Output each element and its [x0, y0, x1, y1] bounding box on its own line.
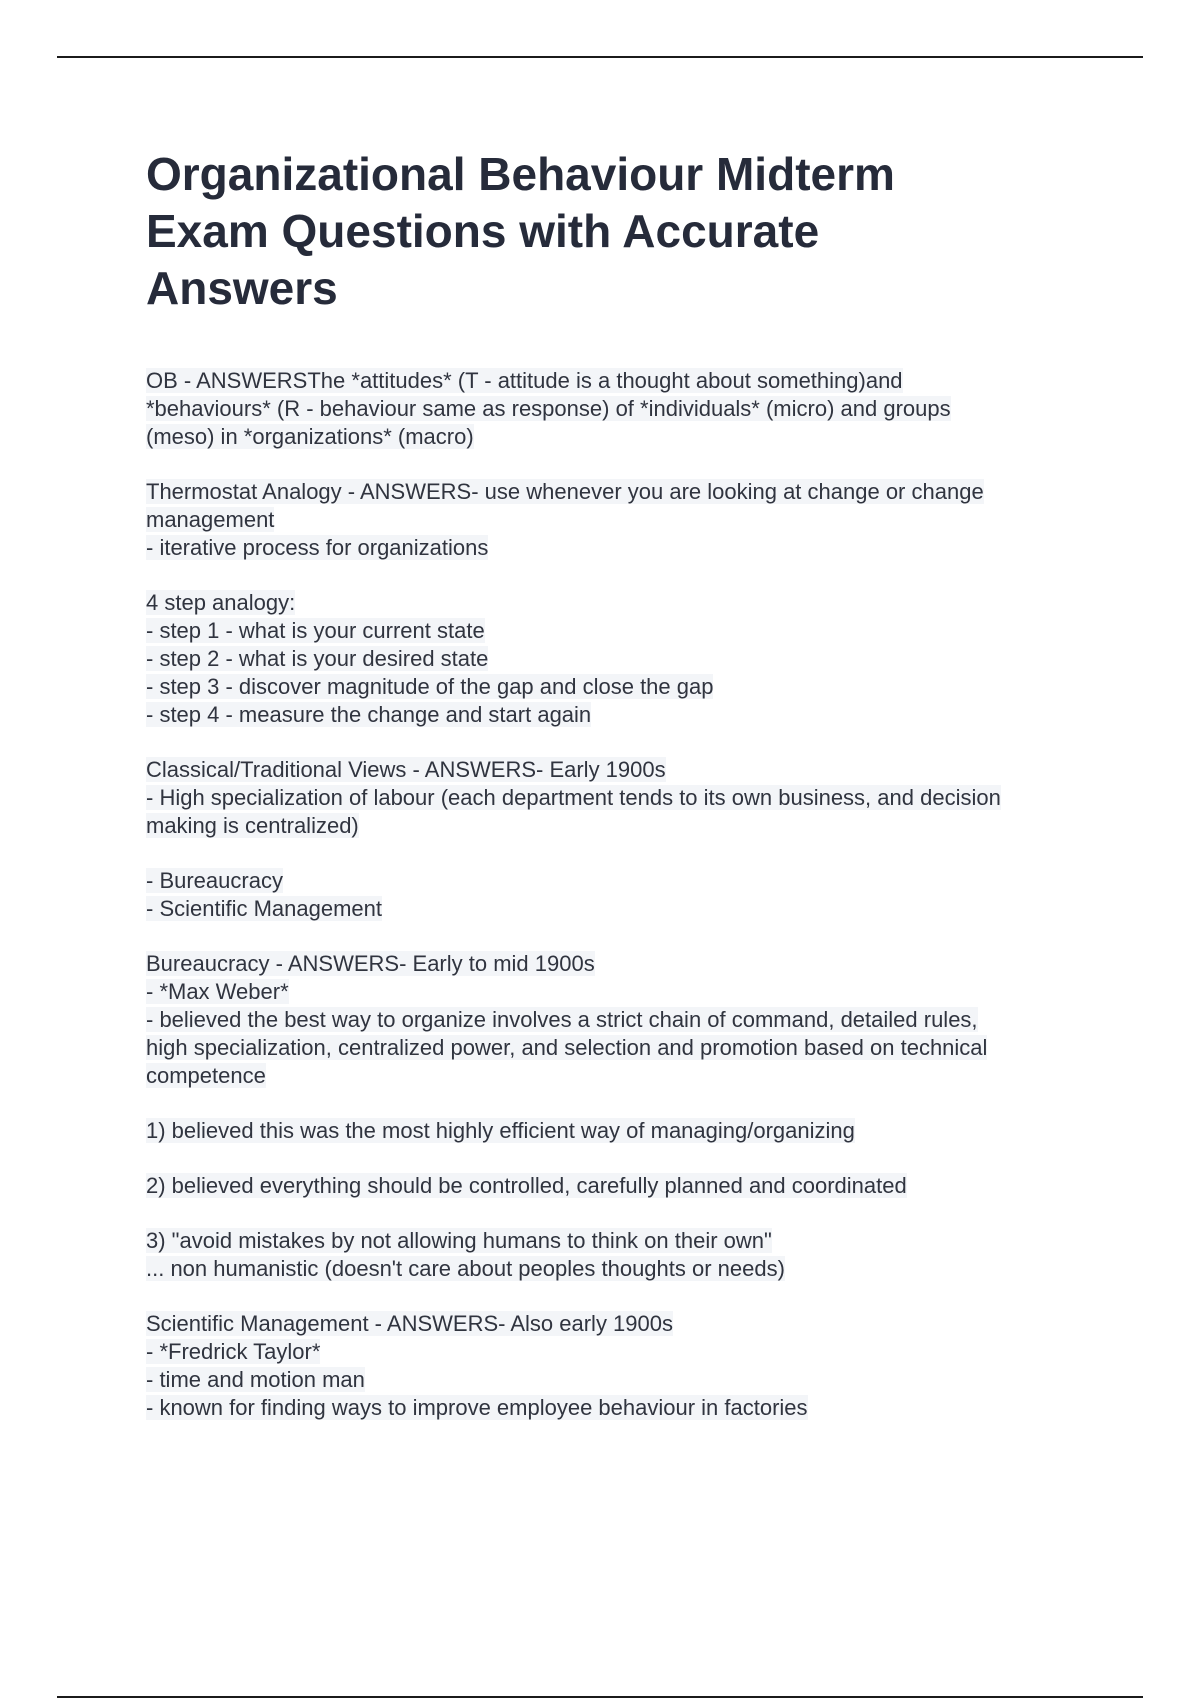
text-line: high specialization, centralized power, and selection and promotion based on technical — [146, 1035, 988, 1060]
text-line: (meso) in *organizations* (macro) — [146, 424, 474, 449]
text-line: - iterative process for organizations — [146, 535, 489, 560]
document-title — [146, 146, 1066, 317]
text-line: Thermostat Analogy - ANSWERS- use whenever you are looking at change or change — [146, 479, 984, 504]
list-item: - step 3 - discover magnitude of the gap and close the gap — [146, 674, 714, 699]
list-item: - Bureaucracy — [146, 868, 283, 893]
step-analogy-list — [146, 589, 1096, 729]
numbered-point-3 — [146, 1227, 1096, 1283]
text-line: management — [146, 507, 275, 532]
document-body — [146, 367, 1096, 1449]
qa-classical-views — [146, 756, 1096, 840]
text-line: 3) "avoid mistakes by not allowing humans to think on their own" — [146, 1228, 772, 1253]
qa-scientific-management — [146, 1310, 1096, 1422]
text-line: OB - ANSWERSThe *attitudes* (T - attitude is a thought about something)and — [146, 368, 903, 393]
text-line: - time and motion man — [146, 1367, 365, 1392]
text-line: *behaviours* (R - behaviour same as response) of *individuals* (micro) and groups — [146, 396, 951, 421]
text-line: - *Fredrick Taylor* — [146, 1339, 321, 1364]
text-line: Classical/Traditional Views - ANSWERS- Early 1900s — [146, 757, 666, 782]
list-item: - step 4 - measure the change and start again — [146, 702, 592, 727]
bottom-divider — [57, 1696, 1143, 1698]
title-line: Answers — [146, 262, 338, 314]
text-line: making is centralized) — [146, 813, 359, 838]
text-line: 4 step analogy: — [146, 590, 296, 615]
list-item: - Scientific Management — [146, 896, 382, 921]
qa-definition-ob — [146, 367, 1096, 451]
text-line: - believed the best way to organize involves a strict chain of command, detailed rules, — [146, 1007, 978, 1032]
text-line: Scientific Management - ANSWERS- Also early 1900s — [146, 1311, 674, 1336]
text-line: - known for finding ways to improve employee behaviour in factories — [146, 1395, 808, 1420]
title-line: Organizational Behaviour Midterm — [146, 148, 895, 200]
text-line: 1) believed this was the most highly efficient way of managing/organizing — [146, 1118, 855, 1143]
list-item: - step 2 - what is your desired state — [146, 646, 489, 671]
numbered-point-1 — [146, 1117, 1096, 1145]
text-line: - High specialization of labour (each department tends to its own business, and decision — [146, 785, 1001, 810]
list-item: - step 1 - what is your current state — [146, 618, 485, 643]
text-line: ... non humanistic (doesn't care about peoples thoughts or needs) — [146, 1256, 785, 1281]
text-line: - *Max Weber* — [146, 979, 289, 1004]
numbered-point-2 — [146, 1172, 1096, 1200]
text-line: Bureaucracy - ANSWERS- Early to mid 1900s — [146, 951, 595, 976]
qa-bureaucracy — [146, 950, 1096, 1090]
classical-views-list — [146, 867, 1096, 923]
title-line: Exam Questions with Accurate — [146, 205, 820, 257]
text-line: competence — [146, 1063, 266, 1088]
qa-thermostat-analogy — [146, 478, 1096, 562]
text-line: 2) believed everything should be controlled, carefully planned and coordinated — [146, 1173, 907, 1198]
top-divider — [57, 56, 1143, 58]
